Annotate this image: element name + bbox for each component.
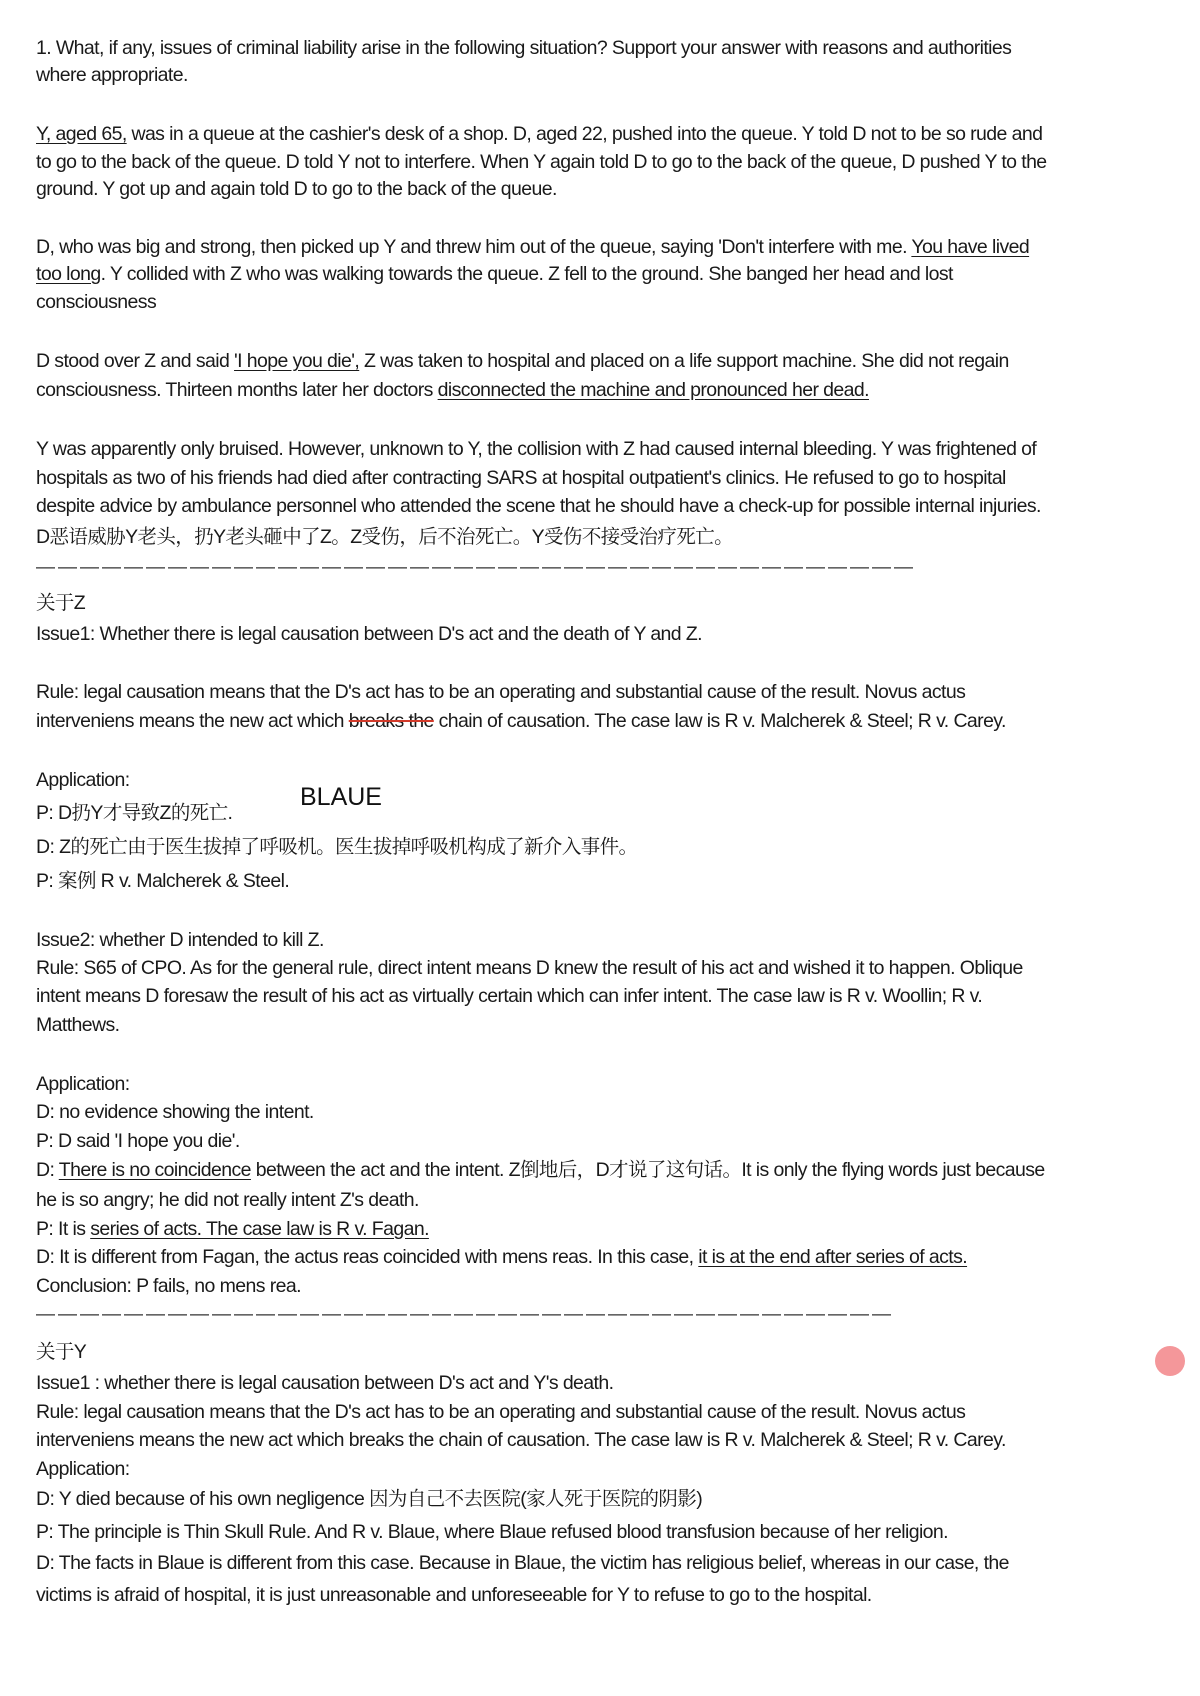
question-prompt: 1. What, if any, issues of criminal liability arise in the following situation? Support your answer with reasons and authorities: [36, 37, 1012, 59]
application-point: [36, 1217, 429, 1241]
fact-paragraph-1-line: ground. Y got up and again told D to go to the back of the queue.: [36, 178, 557, 200]
application-label: Application:: [36, 769, 130, 791]
issue-2: Issue2: whether D intended to kill Z.: [36, 929, 324, 951]
rule-text: Rule: legal causation means that the D's act has to be an operating and substantial cause of the result. Novus actus: [36, 1401, 966, 1423]
section-heading-z: 关于Z: [36, 592, 86, 614]
section-heading-y: 关于Y: [36, 1341, 87, 1363]
application-label: Application:: [36, 1073, 130, 1095]
text-run: chain of causation. The case law is R v. Malcherek & Steel; R v. Carey.: [433, 710, 1006, 732]
text-run: D:: [36, 1159, 59, 1181]
underlined-phrase: it is at the end after series of acts.: [698, 1246, 968, 1268]
conclusion: Conclusion: P fails, no mens rea.: [36, 1275, 301, 1297]
text-run: between the act and the intent. Z倒地后，D才说了这句话。It is only the flying words just because: [250, 1159, 1045, 1181]
divider: ————————————————————————————————————————: [36, 557, 916, 578]
application-point: D: no evidence showing the intent.: [36, 1101, 314, 1123]
struck-through-text: breaks the: [348, 710, 434, 732]
issue-1: Issue1: Whether there is legal causation between D's act and the death of Y and Z.: [36, 623, 702, 645]
application-point: D: Y died because of his own negligence 因为自己不去医院(家人死于医院的阴影): [36, 1488, 703, 1510]
fact-paragraph-3: [36, 349, 1009, 373]
question-prompt-cont: where appropriate.: [36, 64, 188, 86]
text-run: . Y collided with Z who was walking towards the queue. Z fell to the ground. She banged her head and lost: [100, 263, 953, 285]
rule-text-line: interveniens means the new act which breaks the chain of causation. The case law is R v. Malcherek & Steel; R v. Carey.: [36, 1429, 1006, 1451]
application-label: Application:: [36, 1458, 130, 1480]
underlined-phrase: 'I hope you die',: [234, 350, 360, 372]
fact-paragraph-2: [36, 235, 1029, 259]
text-run: P: It is: [36, 1218, 91, 1240]
application-point-line: he is so angry; he did not really intent Z's death.: [36, 1189, 419, 1211]
issue-1: Issue1 : whether there is legal causation between D's act and Y's death.: [36, 1372, 614, 1394]
fact-paragraph-4-line: hospitals as two of his friends had died after contracting SARS at hospital outpatient's clinics. He refused to go to hospital: [36, 467, 1006, 489]
application-point-line: victims is afraid of hospital, it is just unreasonable and unforeseeable for Y to refuse to go to the hospital.: [36, 1584, 872, 1606]
application-point: P: D said 'I hope you die'.: [36, 1130, 240, 1152]
fact-paragraph-4-line: despite advice by ambulance personnel who attended the scene that he should have a check-up for possible internal injuries.: [36, 495, 1041, 517]
fact-paragraph-4: Y was apparently only bruised. However, unknown to Y, the collision with Z had caused internal bleeding. Y was frightened of: [36, 438, 1037, 460]
application-point: P: D扔Y才导致Z的死亡.: [36, 802, 233, 824]
fact-paragraph-3-line: [36, 378, 869, 402]
text-run: consciousness. Thirteen months later her doctors: [36, 379, 438, 401]
fact-paragraph-2-line: consciousness: [36, 291, 157, 313]
rule-text: Rule: S65 of CPO. As for the general rule, direct intent means D knew the result of his act and wished it to happen. Oblique: [36, 957, 1023, 979]
text-run: D: It is different from Fagan, the actus reas coincided with mens reas. In this case,: [36, 1246, 699, 1268]
summary-chinese: D恶语威胁Y老头，扔Y老头砸中了Z。Z受伤，后不治死亡。Y受伤不接受治疗死亡。: [36, 526, 734, 548]
text-run: interveniens means the new act which: [36, 710, 349, 732]
rule-text-line: [36, 709, 1006, 733]
divider: ———————————————————————————————————————: [36, 1304, 894, 1325]
application-point: D: The facts in Blaue is different from this case. Because in Blaue, the victim has religious belief, whereas in our case, the: [36, 1552, 1009, 1574]
rule-text-line: intent means D foresaw the result of his act as virtually certain which can infer intent. The case law is R v. Woollin; R v.: [36, 985, 983, 1007]
underlined-phrase: too long: [36, 263, 101, 285]
underlined-phrase: disconnected the machine and pronounced her dead.: [437, 379, 869, 401]
application-point: P: The principle is Thin Skull Rule. And R v. Blaue, where Blaue refused blood transfusion because of her religion.: [36, 1521, 948, 1543]
fact-paragraph-1: [36, 122, 1042, 146]
text-run: D, who was big and strong, then picked up Y and threw him out of the queue, saying 'Don't interfere with me.: [36, 236, 912, 258]
underlined-phrase: There is no coincidence: [58, 1159, 251, 1181]
red-dot-marker-icon: [1155, 1346, 1185, 1376]
text-run: was in a queue at the cashier's desk of a shop. D, aged 22, pushed into the queue. Y told D not to be so rude and: [126, 123, 1043, 145]
text-run: D stood over Z and said: [36, 350, 235, 372]
fact-paragraph-1-line: to go to the back of the queue. D told Y not to interfere. When Y again told D to go to the back of the queue, D pushed Y to the: [36, 151, 1047, 173]
underlined-phrase: series of acts. The case law is R v. Fagan.: [90, 1218, 429, 1240]
handwritten-note-blaue: BLAUE: [300, 783, 382, 811]
rule-text: Rule: legal causation means that the D's act has to be an operating and substantial cause of the result. Novus actus: [36, 681, 966, 703]
underlined-phrase: You have lived: [911, 236, 1030, 258]
rule-text-line: Matthews.: [36, 1014, 120, 1036]
fact-paragraph-2-line: [36, 262, 953, 286]
application-point: [36, 1158, 1045, 1182]
application-point: [36, 1245, 967, 1269]
application-point: P: 案例 R v. Malcherek & Steel.: [36, 870, 290, 892]
text-run: Z was taken to hospital and placed on a life support machine. She did not regain: [359, 350, 1009, 372]
application-point: D: Z的死亡由于医生拔掉了呼吸机。医生拔掉呼吸机构成了新介入事件。: [36, 836, 638, 858]
underlined-phrase: Y, aged 65,: [36, 123, 127, 145]
